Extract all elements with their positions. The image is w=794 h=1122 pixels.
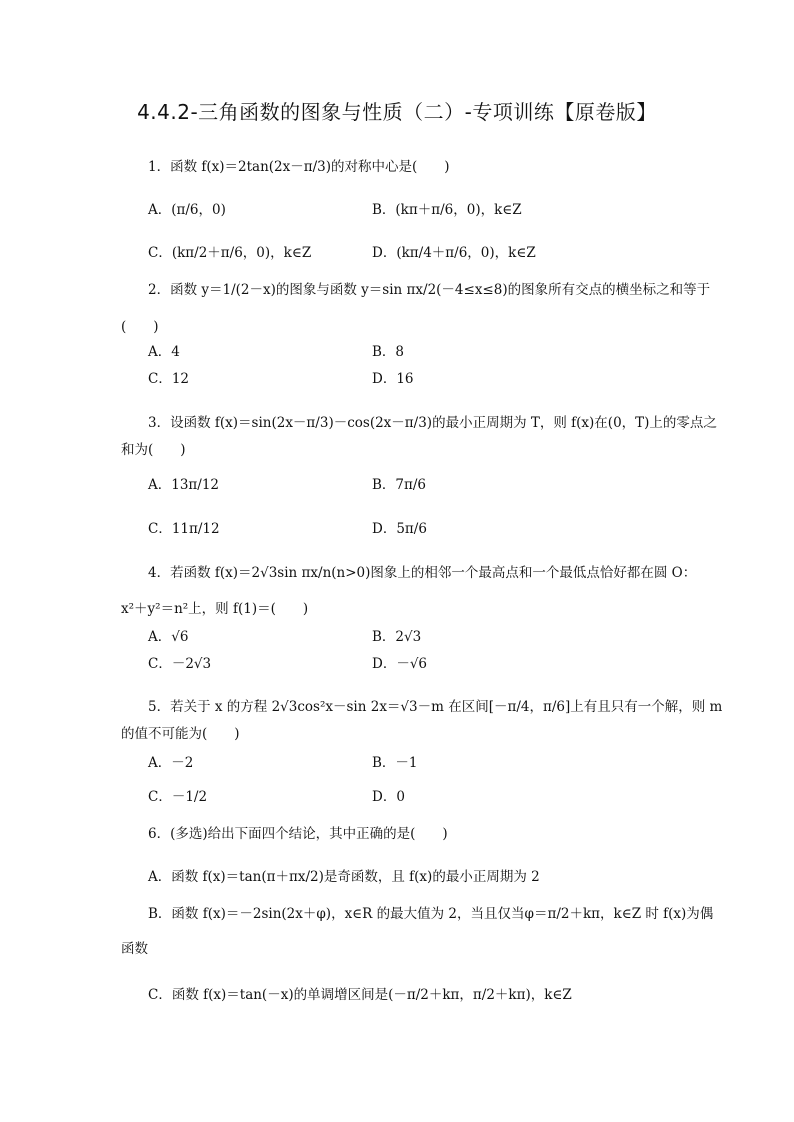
page-title: 4.4.2-三角函数的图象与性质（二）-专项训练【原卷版】 xyxy=(137,100,657,124)
question-2-stem-line-1: 2．函数 y＝1/(2－x)的图象与函数 y＝sin πx/2(－4≤x≤8)的图象所有交点的横坐标之和等于 xyxy=(148,282,711,298)
question-3-stem-line-1: 3．设函数 f(x)＝sin(2x－π/3)－cos(2x－π/3)的最小正周期为 T，则 f(x)在(0，T)上的零点之 xyxy=(148,415,717,431)
question-5-stem-line-2: 的值不可能为( ) xyxy=(121,726,240,742)
question-4-option-b: B．2√3 xyxy=(372,629,422,645)
question-3-option-b: B．7π/6 xyxy=(372,477,427,493)
question-4-option-a: A．√6 xyxy=(148,629,189,645)
question-5-option-c: C．－1/2 xyxy=(148,789,208,805)
question-4-option-c: C．－2√3 xyxy=(148,656,212,672)
question-2-option-d: D．16 xyxy=(372,371,414,387)
question-5-option-b: B．－1 xyxy=(372,755,418,771)
question-1-stem: 1．函数 f(x)＝2tan(2x－π/3)的对称中心是( ) xyxy=(148,159,450,175)
question-3-option-d: D．5π/6 xyxy=(372,521,427,537)
question-1-option-c: C．(kπ/2＋π/6，0)，k∈Z xyxy=(148,245,312,261)
question-6-option-a: A．函数 f(x)＝tan(π＋πx/2)是奇函数，且 f(x)的最小正周期为 2 xyxy=(148,869,540,885)
question-6-option-b-line-1: B．函数 f(x)＝－2sin(2x＋φ)，x∈R 的最大值为 2，当且仅当φ＝π/2＋kπ，k∈Z 时 f(x)为偶 xyxy=(148,906,714,922)
question-4-option-d: D．－√6 xyxy=(372,656,428,672)
question-2-option-a: A．4 xyxy=(148,344,180,360)
question-3-option-a: A．13π/12 xyxy=(148,477,220,493)
question-2-stem-line-2: ( ) xyxy=(121,319,159,335)
question-1-option-d: D．(kπ/4＋π/6，0)，k∈Z xyxy=(372,245,536,261)
question-1-option-a: A．(π/6，0) xyxy=(148,202,226,218)
question-5-option-a: A．－2 xyxy=(148,755,194,771)
question-6-option-c: C．函数 f(x)＝tan(－x)的单调增区间是(－π/2＋kπ，π/2＋kπ)，k∈Z xyxy=(148,987,572,1003)
question-6-option-b-line-2: 函数 xyxy=(121,941,148,957)
question-5-stem-line-1: 5．若关于 x 的方程 2√3cos²x－sin 2x＝√3－m 在区间[－π/4，π/6]上有且只有一个解，则 m xyxy=(148,699,723,715)
question-6-stem: 6．(多选)给出下面四个结论，其中正确的是( ) xyxy=(148,826,448,842)
question-1-option-b: B．(kπ＋π/6，0)，k∈Z xyxy=(372,202,522,218)
question-5-option-d: D．0 xyxy=(372,789,405,805)
question-3-stem-line-2: 和为( ) xyxy=(121,442,186,458)
question-4-stem-line-2: x²＋y²＝n²上，则 f(1)＝( ) xyxy=(121,601,309,617)
question-4-stem-line-1: 4．若函数 f(x)＝2√3sin πx/n(n>0)图象上的相邻一个最高点和一个最低点恰好都在圆 O： xyxy=(148,565,697,581)
question-2-option-b: B．8 xyxy=(372,344,405,360)
question-3-option-c: C．11π/12 xyxy=(148,521,220,537)
question-2-option-c: C．12 xyxy=(148,371,190,387)
